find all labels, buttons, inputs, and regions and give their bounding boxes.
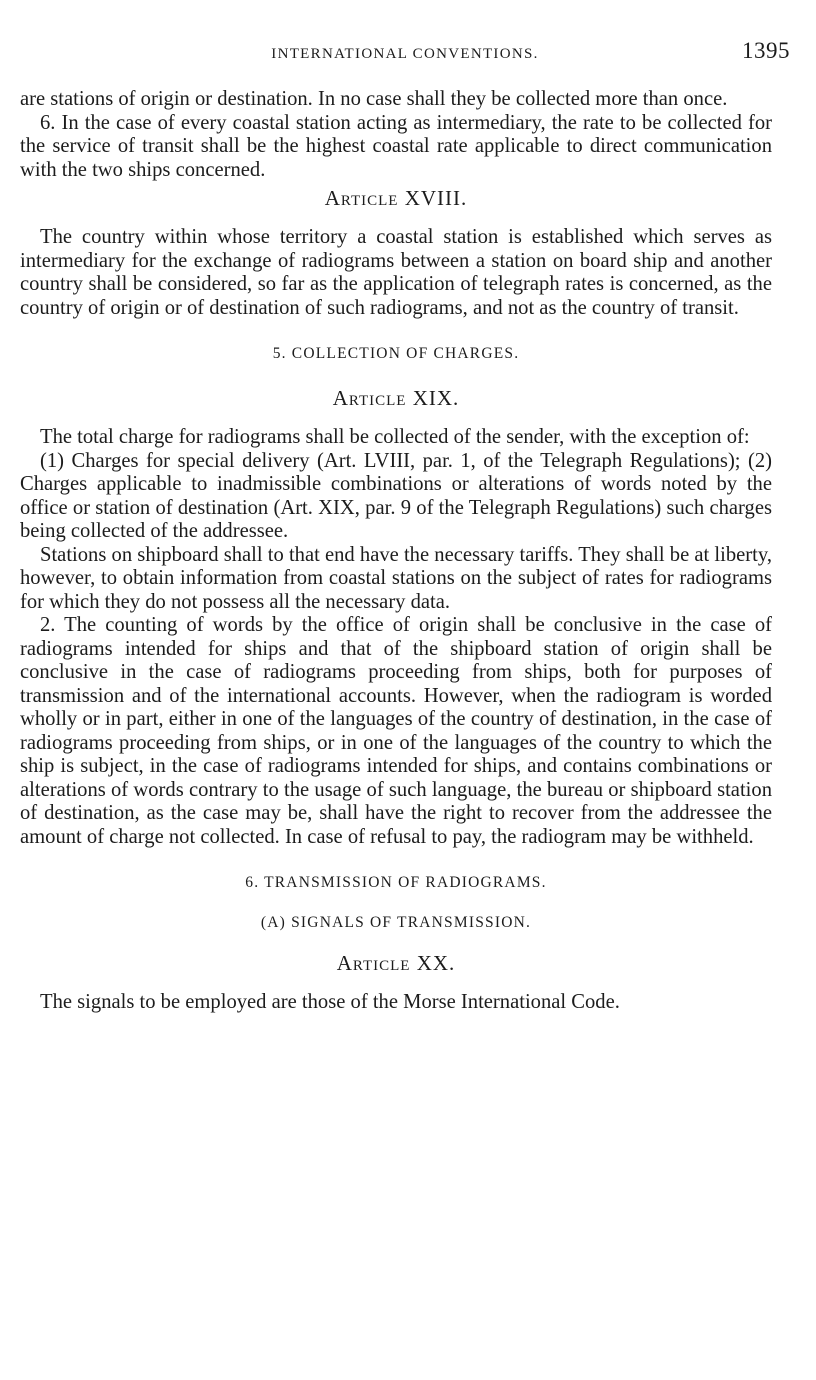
section-5-heading: 5. COLLECTION OF CHARGES. — [272, 345, 520, 362]
page-number: 1395 — [742, 38, 790, 63]
article-19-heading: Article XIX. — [332, 386, 460, 410]
article-20-paragraph: The signals to be employed are those of the Morse International Code. — [40, 991, 620, 1013]
running-title: INTERNATIONAL CONVENTIONS. — [271, 46, 539, 62]
paragraph-continued: are stations of origin or destination. In no case shall they be collected more than once. — [20, 88, 728, 110]
section-6a-heading: (A) SIGNALS OF TRANSMISSION. — [260, 914, 532, 931]
article-19-paragraph-1: The total charge for radiograms shall be collected of the sender, with the exception of: — [40, 426, 750, 448]
article-19-paragraph-4: 2. The counting of words by the office of origin shall be conclusive in the case of radiograms intended for ships and that of the shipboard station of origin shall be conclusive in the case of radiograms proceeding from ships, both for purposes of transmission and of the international accounts. However, when the radiogram is worded wholly or in part, either in one of the languages of the country of destination, in the case of radiograms proceeding from ships, or in one of the languages of the country to which the ship is subject, in the case of radiograms intended for ships, and contains combinations or alterations of words contrary to the usage of such language, the bureau or shipboard station of destination, as the case may be, shall have the right to recover from the addressee the amount of charge not collected. In case of refusal to pay, the radiogram may be withheld. — [20, 614, 772, 848]
article-19-paragraph-2: (1) Charges for special delivery (Art. LVIII, par. 1, of the Telegraph Regulations); (2) Charges applicable to inadmissible combinations or alterations of words noted by the office or station of destination (Art. XIX, par. 9 of the Telegraph Regulations) such charges being collected of the addressee. — [20, 449, 772, 542]
document-body — [20, 88, 772, 1015]
paragraph-6: 6. In the case of every coastal station acting as intermediary, the rate to be collected for the service of transit shall be the highest coastal rate applicable to direct communication with the two ships concerned. — [20, 111, 772, 181]
article-19-paragraph-3: Stations on shipboard shall to that end have the necessary tariffs. They shall be at liberty, however, to obtain information from coastal stations on the subject of rates for radiograms for which they do not possess all the necessary data. — [20, 543, 772, 613]
running-head — [20, 38, 790, 68]
article-18-heading: Article XVIII. — [324, 186, 468, 210]
section-6-heading: 6. TRANSMISSION OF RADIOGRAMS. — [245, 874, 547, 891]
article-20-heading: Article XX. — [336, 951, 456, 975]
article-18-paragraph: The country within whose territory a coastal station is established which serves as intermediary for the exchange of radiograms between a station on board ship and another country shall be considered, so far as the application of telegraph rates is concerned, as the country of origin or of destination of such radiograms, and not as the country of transit. — [20, 226, 772, 319]
